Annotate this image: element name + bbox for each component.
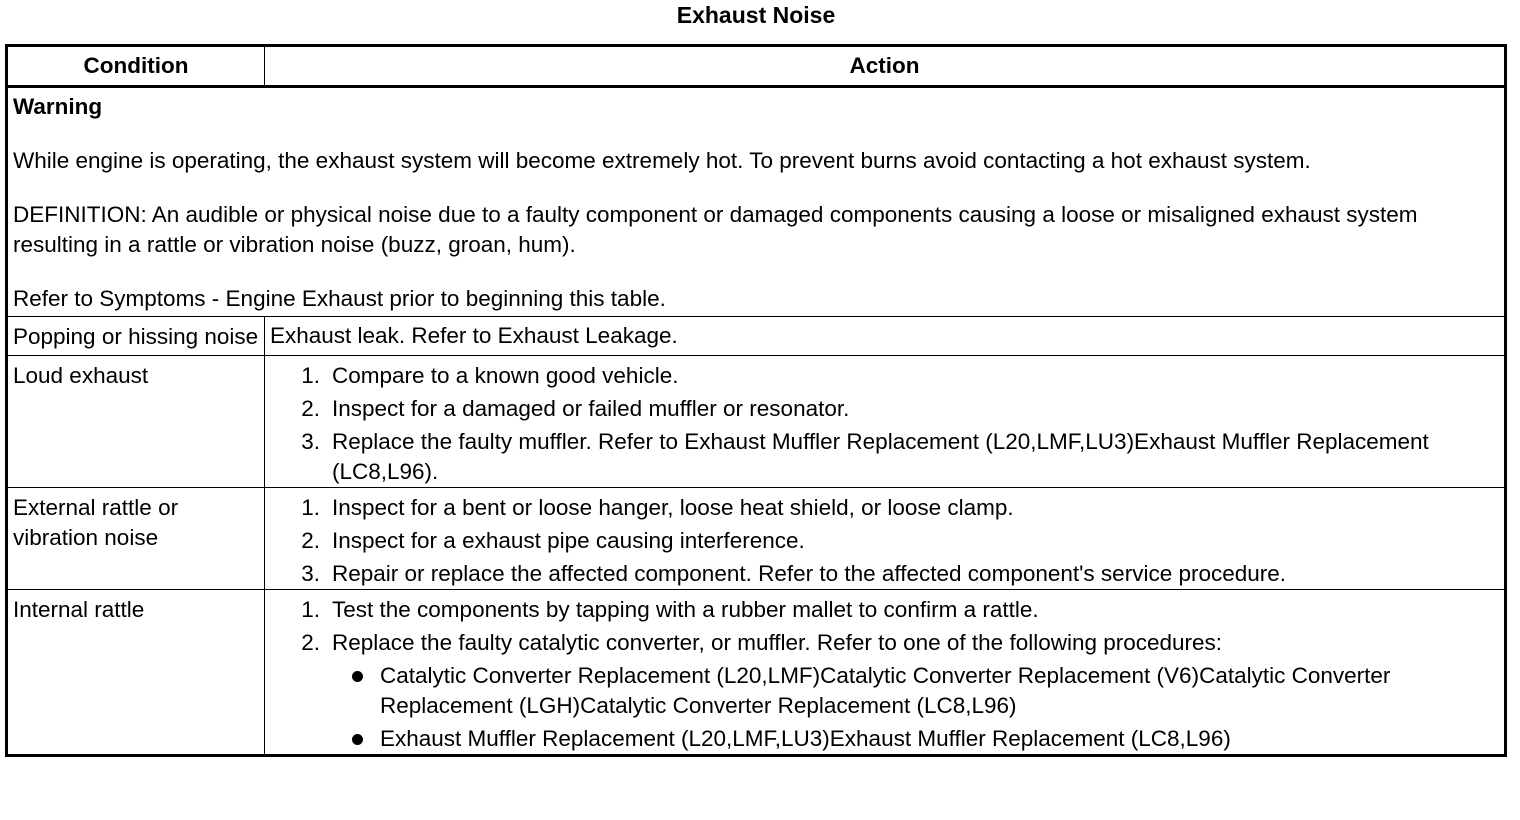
step-number: 3 .: [270, 559, 322, 589]
step-number: 2 .: [270, 628, 322, 754]
sub-list: [332, 661, 1500, 754]
step-number: 2 .: [270, 526, 322, 556]
table-row: [7, 317, 1506, 356]
step-body: [322, 628, 1500, 754]
bullet-icon: [332, 661, 380, 721]
condition-cell: External rattle or vibration noise: [7, 488, 265, 590]
header-condition: Condition: [7, 46, 265, 87]
steps-list: [270, 361, 1500, 487]
warning-cell: [7, 87, 1506, 317]
table-row: [7, 488, 1506, 590]
step-number: 1 .: [270, 595, 322, 625]
action-cell: Exhaust leak. Refer to Exhaust Leakage.: [265, 317, 1506, 356]
step-text: Replace the faulty muffler. Refer to Exhaust Muffler Replacement (L20,LMF,LU3)Exhaust Muffler Replacement (LC8,L96).: [332, 429, 1429, 484]
step-text: Inspect for a damaged or failed muffler or resonator.: [332, 396, 850, 421]
warning-text: While engine is operating, the exhaust system will become extremely hot. To prevent burns avoid contacting a hot exhaust system.: [13, 148, 1311, 173]
condition-cell: Popping or hissing noise: [7, 317, 265, 356]
list-item: [332, 661, 1500, 721]
list-item: [270, 394, 1500, 424]
step-number: 3 .: [270, 427, 322, 487]
action-cell: [265, 590, 1506, 756]
steps-list: [270, 595, 1500, 754]
list-item: [270, 361, 1500, 391]
list-item: [270, 628, 1500, 754]
step-text: Repair or replace the affected component. Refer to the affected component's service procedure.: [332, 561, 1287, 586]
list-item: [270, 559, 1500, 589]
page-title: Exhaust Noise: [676, 2, 836, 28]
step-number: 1 .: [270, 493, 322, 523]
list-item: [270, 526, 1500, 556]
bullet-icon: [332, 724, 380, 754]
table-row: [7, 356, 1506, 488]
action-cell: [265, 356, 1506, 488]
step-text: Compare to a known good vehicle.: [332, 363, 679, 388]
exhaust-noise-table: [5, 44, 1507, 757]
refer-text: Refer to Symptoms - Engine Exhaust prior to beginning this table.: [13, 286, 666, 311]
header-row: [7, 46, 1506, 87]
definition-text: DEFINITION: An audible or physical noise due to a faulty component or damaged components causing a loose or misaligned exhaust system resulting in a rattle or vibration noise (buzz, groan, hum).: [13, 202, 1418, 257]
list-item: [270, 595, 1500, 625]
list-item: [270, 493, 1500, 523]
step-text: Inspect for a exhaust pipe causing interference.: [332, 528, 805, 553]
header-action: Action: [265, 46, 1506, 87]
sub-item-text: Catalytic Converter Replacement (L20,LMF)Catalytic Converter Replacement (V6)Catalytic Converter Replacement (LGH)Catalytic Converter Replacement (LC8,L96): [380, 663, 1391, 718]
warning-title: Warning: [13, 94, 103, 119]
action-cell: [265, 488, 1506, 590]
step-text: Inspect for a bent or loose hanger, loose heat shield, or loose clamp.: [332, 495, 1014, 520]
condition-cell: Loud exhaust: [7, 356, 265, 488]
sub-item-text: Exhaust Muffler Replacement (L20,LMF,LU3)Exhaust Muffler Replacement (LC8,L96): [380, 726, 1231, 751]
warning-row: [7, 87, 1506, 317]
list-item: [270, 427, 1500, 487]
list-item: [332, 724, 1500, 754]
step-number: 1 .: [270, 361, 322, 391]
steps-list: [270, 493, 1500, 589]
step-number: 2 .: [270, 394, 322, 424]
condition-cell: Internal rattle: [7, 590, 265, 756]
step-text: Replace the faulty catalytic converter, or muffler. Refer to one of the following procedures:: [332, 630, 1223, 655]
table-row: [7, 590, 1506, 756]
step-text: Test the components by tapping with a rubber mallet to confirm a rattle.: [332, 597, 1039, 622]
